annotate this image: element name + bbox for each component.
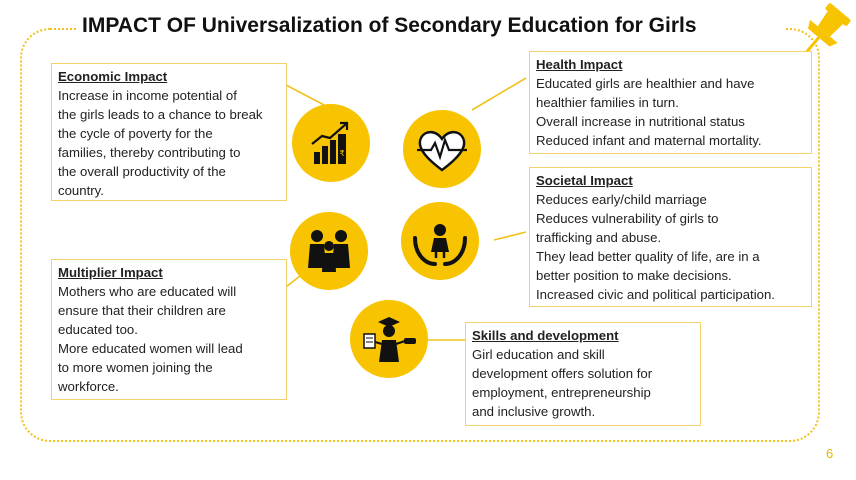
skills-development-line: and inclusive growth. (472, 404, 596, 419)
multiplier-impact-line: More educated women will lead (58, 341, 243, 356)
economic-impact-box (51, 63, 287, 201)
societal-impact-box (529, 167, 812, 307)
societal-impact-line: Reduces vulnerability of girls to (536, 211, 719, 226)
societal-impact-line: Increased civic and political participation. (536, 287, 775, 302)
health-impact-line: Reduced infant and maternal mortality. (536, 133, 762, 148)
economic-impact-line: the overall productivity of the (58, 164, 226, 179)
protected-child-icon (401, 202, 479, 280)
heart-pulse-icon (403, 110, 481, 188)
economic-impact-heading: Economic Impact (58, 69, 168, 84)
slide-title: IMPACT OF Universalization of Secondary Education for Girls (78, 14, 786, 38)
svg-text:₹: ₹ (339, 149, 345, 158)
skills-development-heading: Skills and development (472, 328, 619, 343)
health-impact-heading: Health Impact (536, 57, 623, 72)
economic-impact-line: families, thereby contributing to (58, 145, 241, 160)
societal-impact-heading: Societal Impact (536, 173, 633, 188)
multiplier-impact-line: to more women joining the (58, 360, 213, 375)
multiplier-impact-line: educated too. (58, 322, 138, 337)
multiplier-impact-heading: Multiplier Impact (58, 265, 163, 280)
multiplier-impact-box (51, 259, 287, 400)
economic-impact-line: the girls leads to a chance to break (58, 107, 263, 122)
skills-development-line: employment, entrepreneurship (472, 385, 651, 400)
health-impact-line: Overall increase in nutritional status (536, 114, 745, 129)
health-impact-line: Educated girls are healthier and have (536, 76, 755, 91)
multiplier-impact-line: Mothers who are educated will (58, 284, 237, 299)
graduate-with-certificate-icon (350, 300, 428, 378)
health-impact-box (529, 51, 812, 154)
multiplier-impact-line: workforce. (58, 379, 119, 394)
skills-development-line: Girl education and skill (472, 347, 605, 362)
multiplier-impact-line: ensure that their children are (58, 303, 226, 318)
skills-development-box (465, 322, 701, 426)
economic-impact-line: the cycle of poverty for the (58, 126, 213, 141)
economic-impact-line: Increase in income potential of (58, 88, 237, 103)
societal-impact-line: trafficking and abuse. (536, 230, 662, 245)
skills-development-line: development offers solution for (472, 366, 653, 381)
societal-impact-line: Reduces early/child marriage (536, 192, 707, 207)
rupee-growth-chart-icon (292, 104, 370, 182)
health-impact-line: healthier families in turn. (536, 95, 679, 110)
societal-impact-line: better position to make decisions. (536, 268, 732, 283)
family-group-icon (290, 212, 368, 290)
economic-impact-line: country. (58, 183, 104, 198)
page-number: 6 (826, 446, 834, 461)
societal-impact-line: They lead better quality of life, are in a (536, 249, 760, 264)
